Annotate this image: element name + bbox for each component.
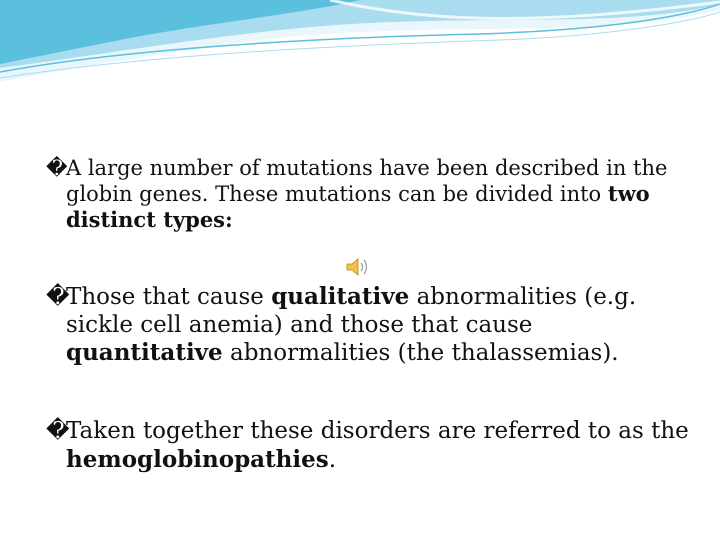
bullet-text: �A large number of mutations have been described in the globin genes. These mutations can be divided into two distinct types: (46, 156, 668, 233)
bullet-marker-icon: � (46, 156, 68, 180)
speaker-icon[interactable] (345, 256, 371, 278)
bullet-item (46, 283, 696, 368)
bullet-item (46, 418, 696, 474)
header-wave-decoration (0, 0, 720, 90)
bullet-text: �Those that cause qualitative abnormalities (e.g. sickle cell anemia) and those that cause quantitative abnormalities (the thalassemias). (46, 283, 637, 367)
bullet-marker-icon: � (46, 284, 70, 310)
bullet-text: �Taken together these disorders are referred to as the hemoglobinopathies. (46, 418, 689, 473)
bullet-marker-icon: � (46, 418, 70, 444)
bullet-item (46, 156, 696, 234)
